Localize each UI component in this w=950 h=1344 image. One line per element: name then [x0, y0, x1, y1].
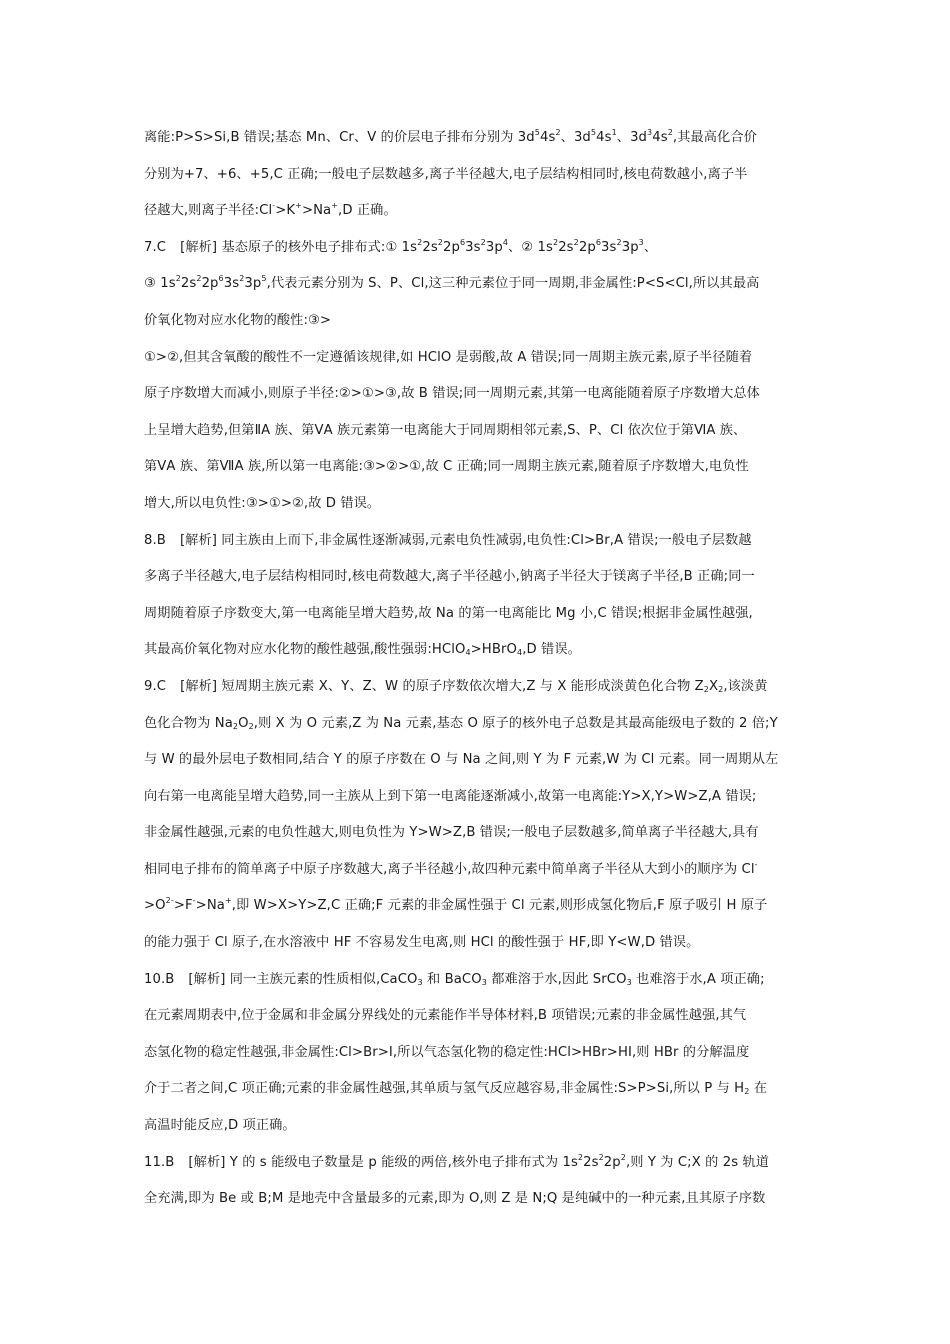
text-run: 非金属性越强,元素的电负性越大,则电负性为 Y>W>Z,B 错误;一般电子层数越多,简单离子半径越大,具有: [144, 825, 759, 841]
subscript: 3: [626, 977, 632, 987]
superscript: 1: [611, 128, 617, 137]
text-run: >Na: [195, 898, 225, 914]
text-run: 分别为+7、+6、+5,C 正确;一般电子层数越多,离子半径越大,电子层结构相同时,核电荷数越小,离子半: [144, 166, 748, 182]
superscript: 5: [534, 128, 540, 137]
superscript: 6: [218, 274, 224, 284]
text-line: [144, 376, 812, 413]
superscript: 5: [261, 274, 267, 284]
text-run: 2p: [578, 239, 596, 255]
text-line: [144, 852, 812, 889]
text-run: 3p: [485, 239, 503, 255]
text-run: 4s: [596, 130, 612, 145]
text-run: 10.B: [144, 971, 175, 987]
text-line: [144, 523, 812, 560]
document-body: [144, 120, 812, 1218]
text-run: ,D 正确。: [338, 203, 397, 219]
text-run: 原子序数增大而减小,则原子半径:②>①>③,故 B 错误;同一周期元素,其第一电离能随着原子序数增大总体: [144, 386, 760, 402]
superscript: 6: [459, 237, 466, 247]
text-line: [144, 340, 812, 377]
text-line: [144, 1145, 812, 1182]
superscript: 2: [620, 1152, 626, 1162]
text-run: 高温时能反应,D 项正确。: [144, 1118, 296, 1134]
text-run: 、3d: [616, 130, 648, 145]
text-line: [144, 925, 812, 962]
superscript: 2: [555, 128, 561, 137]
subscript: 2: [248, 721, 254, 731]
superscript: 2: [175, 274, 181, 284]
text-line: [144, 779, 812, 816]
text-run: [解析] 同一主族元素的性质相似,CaCO: [188, 971, 418, 987]
text-line: [144, 157, 812, 194]
text-run: 增大,所以电负性:③>①>②,故 D 错误。: [144, 495, 381, 511]
text-run: 其最高价氧化物对应水化物的酸性越强,酸性强弱:HClO: [144, 642, 466, 658]
text-run: 4s: [652, 130, 668, 145]
superscript: -: [272, 201, 276, 211]
text-run: >HBrO: [470, 642, 517, 658]
text-run: 2p: [443, 239, 460, 255]
text-run: 2s: [180, 276, 197, 292]
text-run: 周期随着原子序数变大,第一电离能呈增大趋势,故 Na 的第一电离能比 Mg 小,C 错误;根据非金属性越强,: [144, 605, 753, 621]
text-line: [144, 632, 812, 669]
text-run: 全充满,即为 Be 或 B;M 是地壳中含量最多的元素,即为 O,则 Z 是 N;Q 是纯碱中的一种元素,且其原子序数: [144, 1191, 766, 1207]
text-line: [144, 742, 812, 779]
superscript: 5: [590, 128, 597, 137]
text-run: 的能力强于 Cl 原子,在水溶液中 HF 不容易发生电离,则 HCl 的酸性强于 HF,即 Y<W,D 错误。: [144, 935, 700, 951]
superscript: 2: [573, 237, 579, 247]
superscript: +: [331, 201, 339, 211]
text-line: [144, 706, 812, 743]
text-run: 3p: [621, 239, 639, 255]
superscript: 3: [647, 128, 653, 137]
text-run: 价氧化物对应水化物的酸性:③>: [144, 312, 332, 328]
text-run: ,则 Y 为 C;X 的 2s 轨道: [625, 1154, 770, 1170]
text-run: ,即 W>X>Y>Z,C 正确;F 元素的非金属性强于 Cl 元素,则形成氢化物后,F 原子吸引 H 原子: [231, 898, 768, 914]
text-line: [144, 486, 812, 523]
subscript: 4: [516, 648, 523, 658]
text-run: 、: [643, 239, 658, 255]
superscript: 2: [417, 237, 423, 247]
subscript: 2: [718, 684, 724, 694]
text-line: [144, 193, 812, 230]
text-run: 多离子半径越大,电子层结构相同时,核电荷数越大,离子半径越小,钠离子半径大于镁离子半径,B 正确;同一: [144, 569, 755, 585]
text-run: [解析] 同主族由上而下,非金属性逐渐减弱,元素电负性减弱,电负性:Cl>Br,A 错误;一般电子层数越: [179, 532, 752, 548]
superscript: 4: [502, 237, 509, 247]
text-run: >F: [173, 898, 193, 914]
text-line: [144, 413, 812, 450]
text-line: [144, 559, 812, 596]
superscript: 2: [437, 237, 443, 247]
text-run: ,其最高化合价: [672, 130, 757, 145]
text-line: [144, 888, 812, 925]
text-run: 态氢化物的稳定性越强,非金属性:Cl>Br>I,所以气态氢化物的稳定性:HCl>HBr>HI,则 HBr 的分解温度: [144, 1044, 750, 1060]
text-run: 3p: [244, 276, 262, 292]
text-run: X: [709, 678, 719, 694]
text-run: 11.B: [144, 1154, 175, 1170]
text-run: 7.C: [144, 239, 167, 255]
text-line: [144, 1108, 812, 1145]
superscript: +: [224, 896, 232, 906]
superscript: +: [295, 201, 302, 211]
text-run: >Na: [301, 203, 332, 219]
text-run: 2s: [422, 239, 438, 255]
subscript: 2: [744, 1087, 750, 1097]
text-run: 8.B: [144, 532, 166, 548]
text-line: [144, 998, 812, 1035]
text-run: >O: [144, 898, 166, 914]
text-run: 相同电子排布的简单离子中原子序数越大,离子半径越小,故四种元素中简单离子半径从大到小的顺序为 Cl: [144, 861, 755, 877]
text-line: [144, 303, 812, 340]
text-line: [144, 120, 812, 157]
text-run: ,D 错误。: [522, 642, 581, 658]
superscript: 2: [667, 128, 673, 137]
text-run: 在元素周期表中,位于金属和非金属分界线处的元素能作半导体材料,B 项错误;元素的非金属性越强,其气: [144, 1008, 747, 1024]
text-run: 上呈增大趋势,但第ⅡA 族、第ⅤA 族元素第一电离能大于同周期相邻元素,S、P、Cl 依次位于第ⅥA 族、: [144, 422, 747, 438]
subscript: 2: [703, 684, 709, 694]
text-run: 3s: [223, 276, 240, 292]
superscript: 2: [598, 1152, 604, 1162]
text-run: 径越大,则离子半径:Cl: [144, 203, 273, 219]
text-line: [144, 1181, 812, 1218]
text-line: [144, 1035, 812, 1072]
superscript: 2: [480, 237, 486, 247]
text-run: 第ⅤA 族、第ⅦA 族,所以第一电离能:③>②>①,故 C 正确;同一周期主族元素,随着原子序数增大,电负性: [144, 459, 749, 475]
text-line: [144, 449, 812, 486]
text-line: [144, 1071, 812, 1108]
text-run: [解析] 基态原子的核外电子排布式:① 1s: [180, 239, 418, 255]
subscript: 3: [417, 977, 423, 987]
text-run: 介于二者之间,C 项正确;元素的非金属性越强,其单质与氢气反应越容易,非金属性:S>P>Si,所以 P 与 H: [144, 1081, 745, 1097]
text-run: 、② 1s: [508, 239, 553, 255]
text-run: 、3d: [560, 130, 591, 145]
text-run: 与 W 的最外层电子数相同,结合 Y 的原子序数在 O 与 Na 之间,则 Y 为 F 元素,W 为 Cl 元素。同一周期从左: [144, 752, 779, 768]
text-run: 色化合物为 Na: [144, 715, 233, 731]
text-line: [144, 815, 812, 852]
text-run: 离能:P>S>Si,B 错误;基态 Mn、Cr、V 的价层电子排布分别为 3d: [144, 130, 535, 145]
text-line: [144, 230, 812, 267]
superscript: 3: [638, 237, 644, 247]
text-run: 在: [749, 1081, 767, 1097]
superscript: 2: [196, 274, 202, 284]
superscript: 2: [552, 237, 559, 247]
text-run: 3s: [601, 239, 617, 255]
text-line: [144, 596, 812, 633]
text-run: 9.C: [144, 678, 167, 694]
superscript: 2-: [165, 896, 174, 906]
text-line: [144, 669, 812, 706]
superscript: 2: [239, 274, 245, 284]
text-run: 2s: [558, 239, 574, 255]
superscript: -: [754, 859, 758, 869]
text-run: ,该淡黄: [723, 678, 768, 694]
text-run: ,则 X 为 O 元素,Z 为 Na 元素,基态 O 原子的核外电子总数是其最高能级电子数的 2 倍;Y: [253, 715, 778, 731]
text-run: O: [238, 715, 249, 731]
text-run: 向右第一电离能呈增大趋势,同一主族从上到下第一电离能逐渐减小,故第一电离能:Y>X,Y>W>Z,A 错误;: [144, 788, 757, 804]
subscript: 4: [465, 648, 471, 658]
text-run: 和 BaCO: [422, 971, 482, 987]
text-run: 2p: [603, 1154, 621, 1170]
text-run: 2s: [583, 1154, 599, 1170]
text-run: ,代表元素分别为 S、P、Cl,这三种元素位于同一周期,非金属性:P<S<Cl,所以其最高: [266, 276, 760, 292]
text-run: 4s: [539, 130, 556, 145]
text-run: ①>②,但其含氧酸的酸性不一定遵循该规律,如 HClO 是弱酸,故 A 错误;同一周期主族元素,原子半径随着: [144, 349, 753, 365]
text-run: 也难溶于水,A 项正确;: [631, 971, 765, 987]
text-run: 2p: [201, 276, 219, 292]
subscript: 3: [481, 977, 487, 987]
text-run: >K: [275, 203, 296, 219]
superscript: 2: [577, 1152, 584, 1162]
text-run: 3s: [465, 239, 481, 255]
superscript: -: [192, 896, 196, 906]
text-run: [解析] 短周期主族元素 X、Y、Z、W 的原子序数依次增大,Z 与 X 能形成淡黄色化合物 Z: [180, 678, 704, 694]
text-line: [144, 962, 812, 999]
text-run: [解析] Y 的 s 能级电子数量是 p 能级的两倍,核外电子排布式为 1s: [188, 1154, 578, 1170]
superscript: 6: [595, 237, 602, 247]
text-line: [144, 266, 812, 303]
superscript: 2: [616, 237, 622, 247]
subscript: 2: [232, 721, 239, 731]
text-run: 都难溶于水,因此 SrCO: [486, 971, 627, 987]
text-run: ③ 1s: [144, 276, 176, 292]
